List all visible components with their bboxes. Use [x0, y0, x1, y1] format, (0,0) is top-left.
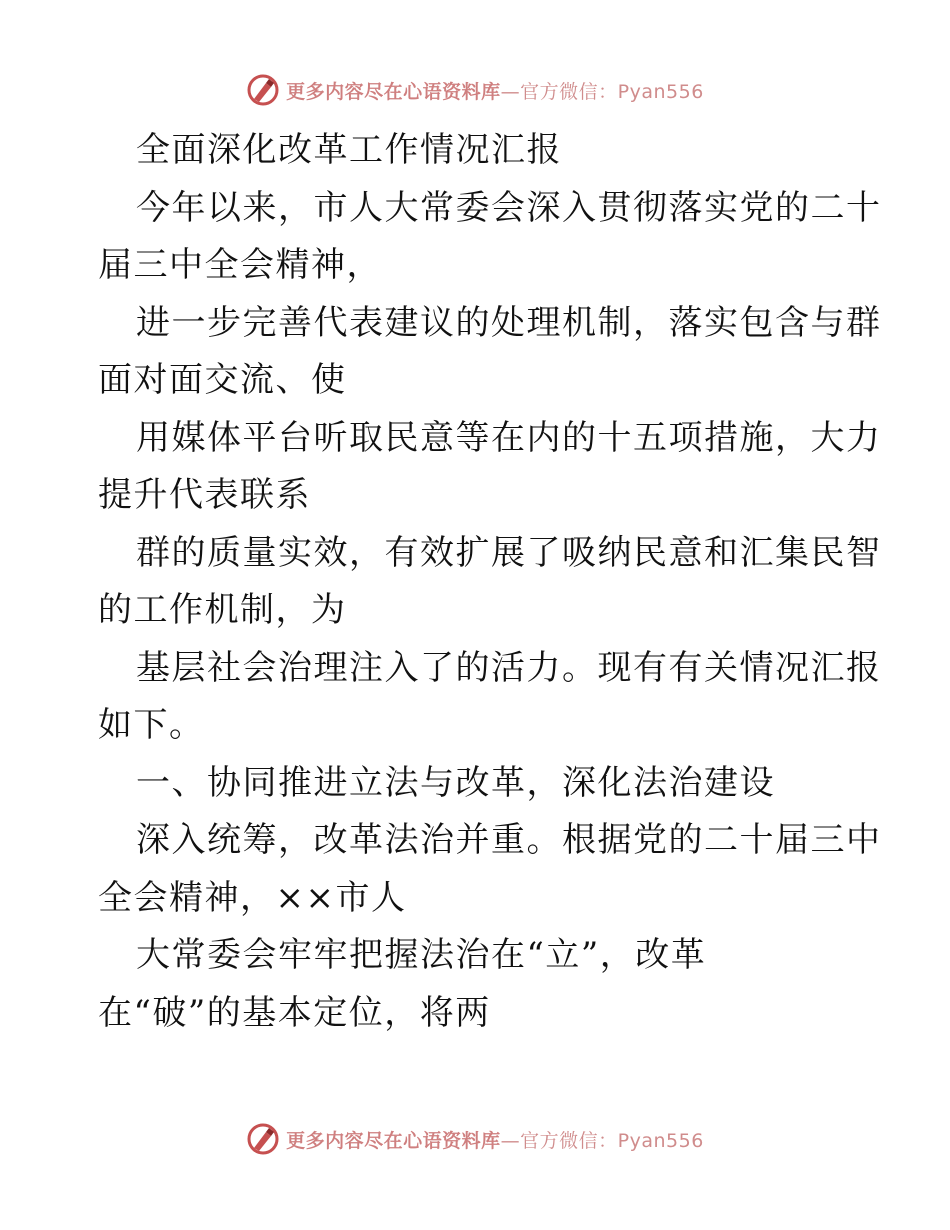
- watermark-text: [286, 1126, 704, 1153]
- paragraph-line: 进一步完善代表建议的处理机制，落实包含与群: [136, 302, 882, 343]
- watermark-text: [286, 77, 704, 104]
- paragraph-line: 面对面交流、使: [98, 360, 347, 400]
- header-watermark: [0, 70, 950, 110]
- section-heading: 一、协同推进立法与改革，深化法治建设: [136, 762, 775, 803]
- watermark-contact: —官方微信：Pyan556: [500, 1129, 704, 1152]
- paragraph-line: 基层社会治理注入了的活力。现有有关情况汇报: [136, 647, 882, 688]
- paragraph-line: 在“破”的基本定位，将两: [98, 992, 491, 1033]
- paragraph-line: 届三中全会精神，: [98, 245, 382, 285]
- paragraph-line: 今年以来，市人大常委会深入贯彻落实党的二十: [136, 187, 882, 228]
- footer-watermark: [0, 1119, 950, 1159]
- paragraph-line: 提升代表联系: [98, 475, 311, 515]
- document-body: [98, 122, 882, 1042]
- watermark-brand: 更多内容尽在心语资料库: [286, 80, 501, 103]
- pen-seal-icon: [246, 1122, 280, 1156]
- paragraph-line: 如下。: [98, 705, 205, 745]
- paragraph-line: 全会精神，××市人: [98, 877, 407, 918]
- watermark-brand: 更多内容尽在心语资料库: [286, 1129, 501, 1152]
- paragraph-line: 深入统筹，改革法治并重。根据党的二十届三中: [136, 820, 882, 860]
- watermark-contact: —官方微信：Pyan556: [500, 80, 704, 103]
- paragraph-line: 大常委会牢牢把握法治在“立”，改革: [136, 935, 707, 975]
- pen-seal-icon: [246, 73, 280, 107]
- paragraph-line: 群的质量实效，有效扩展了吸纳民意和汇集民智: [136, 532, 882, 573]
- document-title: 全面深化改革工作情况汇报: [136, 130, 562, 170]
- paragraph-line: 用媒体平台听取民意等在内的十五项措施，大力: [136, 417, 882, 458]
- paragraph-line: 的工作机制，为: [98, 590, 347, 630]
